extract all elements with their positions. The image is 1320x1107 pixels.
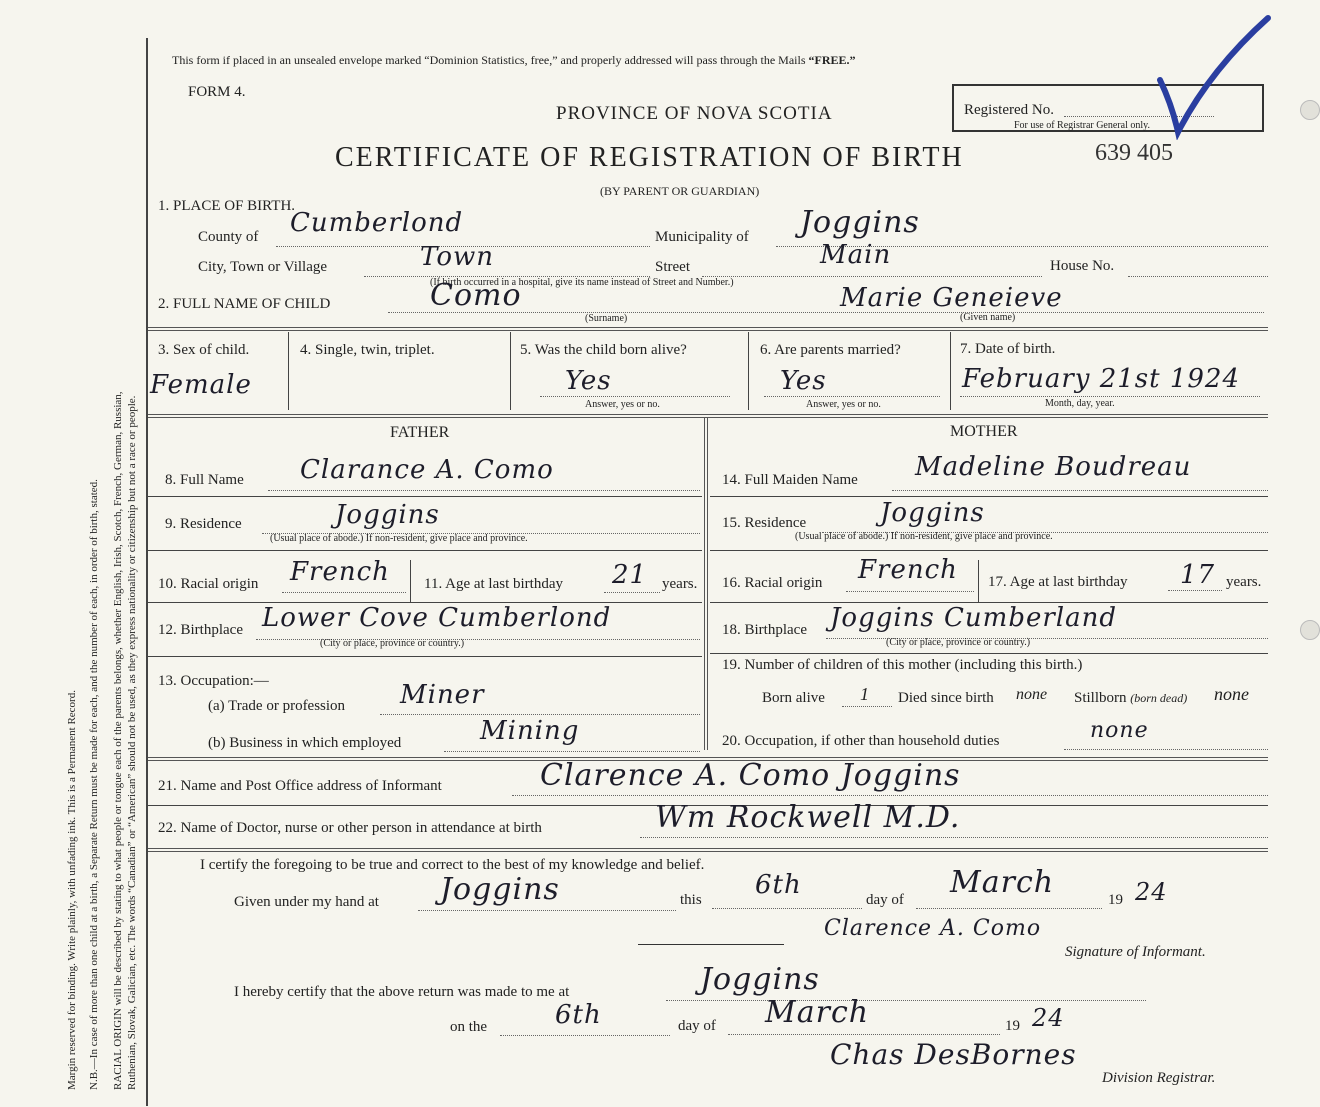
date-of-birth-caption: Month, day, year.: [1045, 398, 1115, 409]
margin-note-racial-origin: RACIAL ORIGIN will be described by stating to what people or tongue each of the parents belongs, whether English, Irish, Scotch, French, German, Russian,: [112, 391, 124, 1090]
mother-age-label: 17. Age at last birthday: [988, 574, 1128, 590]
registrar-place-value: Joggins: [700, 962, 820, 997]
died-since-birth-value: none: [1016, 686, 1048, 703]
place-of-birth-heading: 1. PLACE OF BIRTH.: [158, 198, 296, 214]
sex-value: Female: [150, 370, 252, 400]
registered-label: Registered No.: [964, 102, 1054, 118]
informant-signature: Clarence A. Como: [824, 916, 1042, 941]
mother-years-label: years.: [1226, 574, 1262, 590]
mother-occupation-label: 20. Occupation, if other than household duties: [722, 733, 1000, 749]
father-age-label: 11. Age at last birthday: [424, 576, 563, 592]
hospital-note: (If birth occurred in a hospital, give its name instead of Street and Number.): [430, 277, 734, 288]
given-place-value: Joggins: [440, 872, 560, 907]
mother-children-label: 19. Number of children of this mother (including this birth.): [722, 657, 1083, 673]
registrar-year-prefix: 19: [1005, 1018, 1020, 1034]
form-number: FORM 4.: [188, 84, 246, 100]
stillborn-label: Stillborn (born dead): [1074, 690, 1188, 706]
county-label: County of: [198, 229, 259, 245]
father-business-label: (b) Business in which employed: [208, 735, 402, 751]
mother-residence-value: Joggins: [880, 498, 985, 528]
mother-age-value: 17: [1180, 560, 1216, 590]
born-alive-value: Yes: [565, 366, 612, 396]
surname-caption: (Surname): [585, 313, 628, 324]
certify-day-value: 6th: [755, 870, 802, 900]
parents-married-value: Yes: [780, 366, 827, 396]
mother-name-label: 14. Full Maiden Name: [722, 472, 858, 488]
parents-married-label: 6. Are parents married?: [760, 342, 901, 358]
city-label: City, Town or Village: [198, 259, 328, 275]
mail-notice: This form if placed in an unsealed envelope marked “Dominion Statistics, free,” and properly addressed will pass through the Mails “FREE.”: [172, 53, 856, 67]
father-years-label: years.: [662, 576, 698, 592]
father-name-value: Clarance A. Como: [300, 455, 554, 485]
punch-hole: [1300, 620, 1320, 640]
certify-month-value: March: [950, 865, 1055, 900]
father-trade-value: Miner: [400, 680, 485, 710]
binding-margin-line: [146, 38, 148, 1106]
mother-birthplace-label: 18. Birthplace: [722, 622, 807, 638]
born-alive-caption: Answer, yes or no.: [585, 399, 660, 410]
father-residence-label: 9. Residence: [165, 516, 242, 532]
house-number-label: House No.: [1050, 258, 1115, 274]
registrar-year-value: 24: [1032, 1004, 1065, 1032]
certify-year-value: 24: [1135, 878, 1168, 906]
mother-racial-origin-value: French: [858, 555, 958, 585]
born-alive-count: 1: [860, 684, 869, 704]
given-under-hand-label: Given under my hand at: [234, 894, 379, 910]
registrar-note: For use of Registrar General only.: [1014, 120, 1150, 131]
informant-value: Clarence A. Como Joggins: [540, 758, 961, 793]
this-label: this: [680, 892, 702, 908]
father-birthplace-note: (City or place, province or country.): [320, 638, 465, 649]
father-heading: FATHER: [390, 424, 450, 441]
father-name-label: 8. Full Name: [165, 472, 244, 488]
street-label: Street: [655, 259, 690, 275]
margin-note-multiple-births: N.B.—In case of more than one child at a birth, a Separate Return must be made for each, and the number of each, in order of birth, stated.: [88, 479, 100, 1090]
father-birthplace-label: 12. Birthplace: [158, 622, 243, 638]
mother-residence-label: 15. Residence: [722, 515, 807, 531]
certify-statement: I certify the foregoing to be true and correct to the best of my knowledge and belief.: [200, 857, 705, 873]
registrar-on-the-label: on the: [450, 1019, 488, 1035]
father-business-value: Mining: [480, 716, 580, 746]
sex-label: 3. Sex of child.: [158, 342, 250, 358]
mother-racial-origin-label: 16. Racial origin: [722, 575, 823, 591]
registered-number-value: 639 405: [1095, 140, 1173, 166]
registrar-statement: I hereby certify that the above return was made to me at: [234, 984, 570, 1000]
child-name-label: 2. FULL NAME OF CHILD: [158, 296, 331, 312]
registrar-signature: Chas DesBornes: [830, 1038, 1077, 1071]
margin-note-binding: Margin reserved for binding. Write plainly, with unfading ink. This is a Permanent Record.: [66, 690, 78, 1090]
stillborn-value: none: [1214, 684, 1249, 704]
mother-birthplace-note: (City or place, province or country.): [886, 637, 1031, 648]
informant-label: 21. Name and Post Office address of Informant: [158, 778, 442, 794]
parents-married-caption: Answer, yes or no.: [806, 399, 881, 410]
doctor-label: 22. Name of Doctor, nurse or other person in attendance at birth: [158, 820, 542, 836]
check-mark-icon: [1150, 10, 1290, 140]
father-racial-origin-label: 10. Racial origin: [158, 576, 259, 592]
mother-name-value: Madeline Boudreau: [915, 452, 1192, 482]
informant-signature-caption: Signature of Informant.: [1065, 944, 1206, 960]
street-value: Main: [820, 240, 892, 270]
registrar-day-value: 6th: [555, 1000, 602, 1030]
registrar-month-value: March: [765, 995, 870, 1030]
father-age-value: 21: [612, 560, 648, 590]
father-trade-label: (a) Trade or profession: [208, 698, 346, 714]
given-name-caption: (Given name): [960, 312, 1016, 323]
father-racial-origin-value: French: [290, 557, 390, 587]
punch-hole: [1300, 100, 1320, 120]
certificate-subtitle: (BY PARENT OR GUARDIAN): [600, 184, 760, 198]
single-twin-label: 4. Single, twin, triplet.: [300, 342, 435, 358]
city-value: Town: [420, 242, 494, 272]
born-alive-label: 5. Was the child born alive?: [520, 342, 687, 358]
certify-day-of-label: day of: [866, 892, 904, 908]
father-birthplace-value: Lower Cove Cumberlond: [262, 603, 612, 633]
mother-heading: MOTHER: [950, 423, 1018, 440]
county-value: Cumberlond: [290, 208, 464, 238]
province-heading: PROVINCE OF NOVA SCOTIA: [556, 103, 833, 124]
mother-residence-note: (Usual place of abode.) If non-resident, give place and province.: [795, 531, 1053, 542]
child-surname: Como: [430, 278, 522, 313]
certify-year-prefix: 19: [1108, 892, 1123, 908]
died-since-birth-label: Died since birth: [898, 690, 994, 706]
doctor-value: Wm Rockwell M.D.: [655, 800, 961, 835]
registrar-caption: Division Registrar.: [1102, 1070, 1216, 1086]
child-given-name: Marie Geneieve: [840, 283, 1063, 313]
municipality-value: Joggins: [800, 205, 920, 240]
municipality-label: Municipality of: [655, 229, 749, 245]
date-of-birth-label: 7. Date of birth.: [960, 341, 1056, 357]
mother-occupation-value: none: [1090, 718, 1149, 743]
father-occupation-label: 13. Occupation:—: [158, 673, 269, 689]
father-residence-value: Joggins: [335, 500, 440, 530]
born-alive-count-label: Born alive: [762, 690, 825, 706]
date-of-birth-value: February 21st 1924: [962, 364, 1241, 394]
registrar-day-of-label: day of: [678, 1018, 716, 1034]
certificate-title: CERTIFICATE OF REGISTRATION OF BIRTH: [335, 142, 964, 173]
father-residence-note: (Usual place of abode.) If non-resident, give place and province.: [270, 533, 528, 544]
margin-note-racial-origin-2: Ruthenian, Slovak, Galician, etc. The words “Canadian” or “American” should not be used, as they express nationality or citizenship but not a race or people.: [126, 395, 138, 1090]
mother-birthplace-value: Joggins Cumberland: [830, 603, 1117, 633]
